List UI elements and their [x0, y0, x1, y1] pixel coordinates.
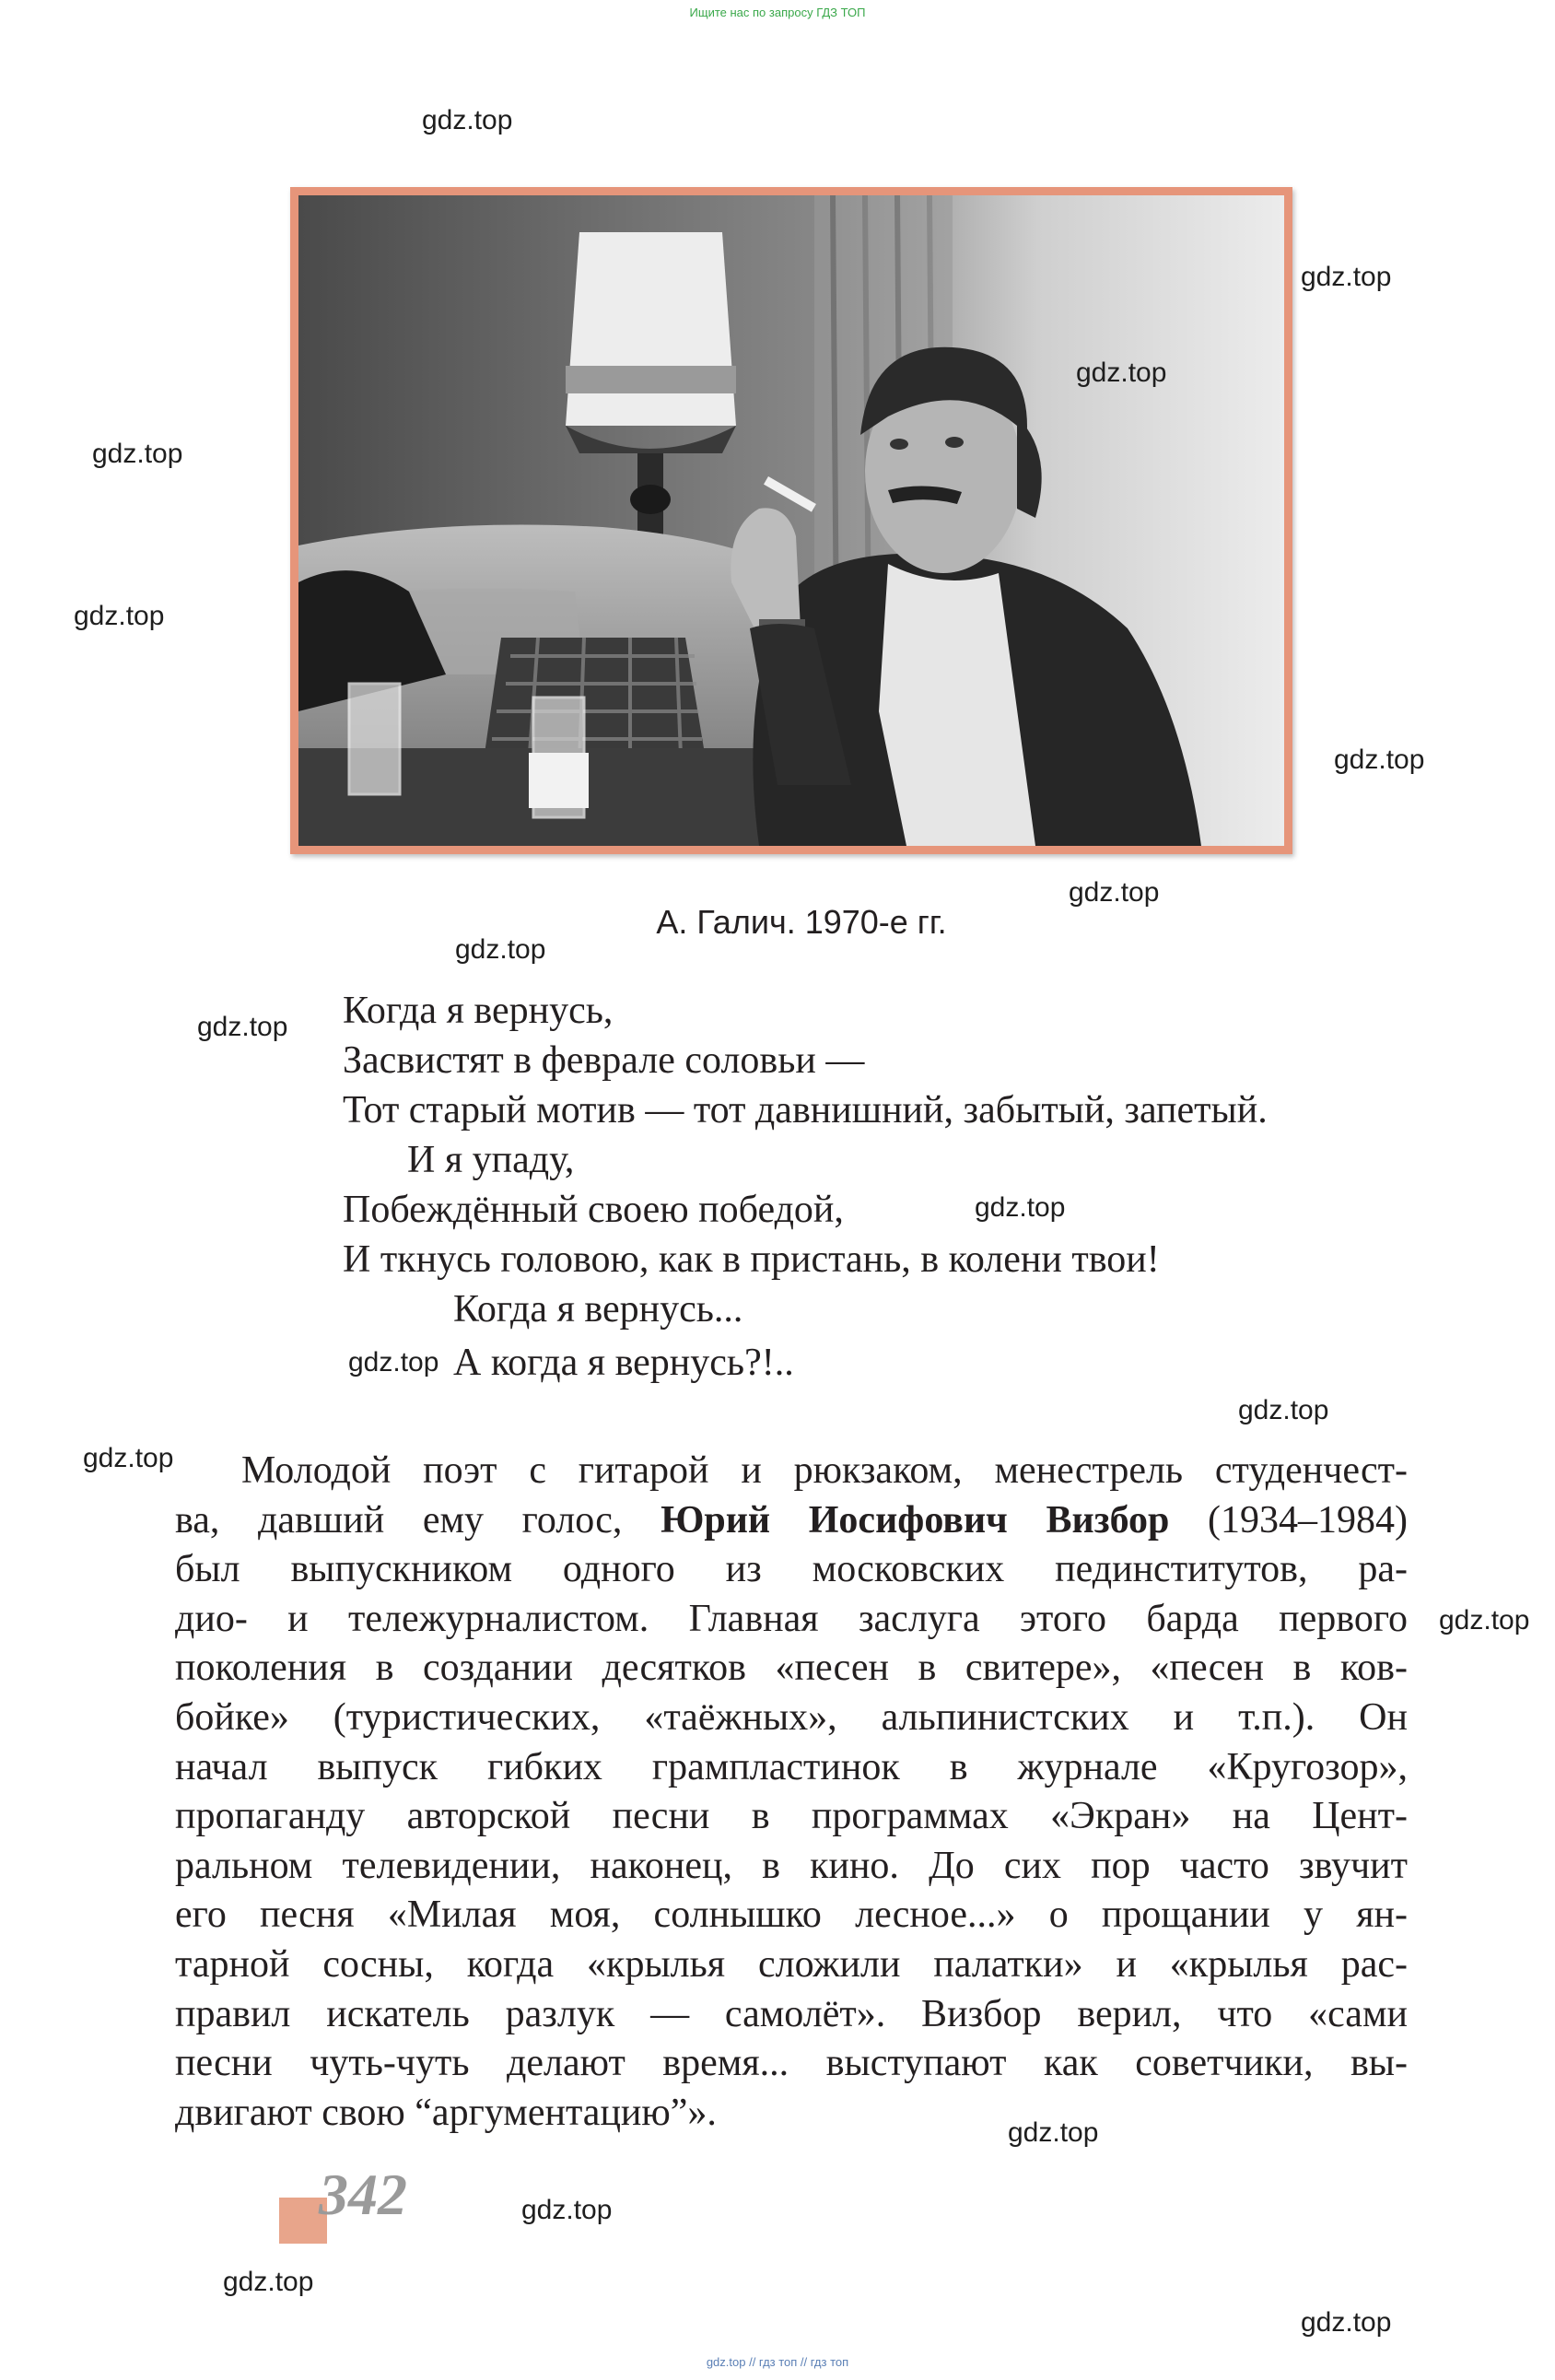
watermark: gdz.top	[1301, 2307, 1392, 2338]
poem-line: И ткнусь головою, как в пристань, в колени твои!	[343, 1238, 1160, 1281]
poem-line: Когда я вернусь...	[453, 1288, 743, 1331]
watermark: gdz.top	[1069, 877, 1160, 908]
watermark: gdz.top	[223, 2267, 314, 2297]
photo-caption: А. Галич. 1970-е гг.	[656, 903, 947, 941]
watermark: gdz.top	[1008, 2117, 1099, 2148]
paragraph-line: ральном телевидении, наконец, в кино. До сих пор часто звучит	[175, 1844, 1408, 1887]
watermark: gdz.top	[975, 1192, 1066, 1223]
bold-name: Юрий Иосифович Визбор	[661, 1498, 1170, 1542]
watermark: gdz.top	[1439, 1605, 1530, 1636]
watermark: gdz.top	[348, 1347, 439, 1378]
photo-galich	[298, 195, 1284, 846]
paragraph-text: ва, давший ему голос,	[175, 1498, 623, 1542]
paragraph-line: правил искатель разлук — самолёт». Визбор верил, что «сами	[175, 1992, 1408, 2035]
watermark: gdz.top	[1238, 1395, 1329, 1425]
paragraph-line: пропаганду авторской песни в программах «Экран» на Цент-	[175, 1795, 1408, 1838]
paragraph-line: его песня «Милая моя, солнышко лесное...» о прощании у ян-	[175, 1893, 1408, 1937]
footer-note: gdz.top // гдз топ // гдз топ	[706, 2355, 849, 2369]
watermark: gdz.top	[455, 934, 546, 965]
poem-line: И я упаду,	[407, 1139, 575, 1181]
paragraph-line: поколения в создании десятков «песен в свитере», «песен в ков-	[175, 1647, 1408, 1690]
poem-line: А когда я вернусь?!..	[453, 1342, 794, 1384]
paragraph-line: дио- и тележурналистом. Главная заслуга этого барда первого	[175, 1597, 1408, 1640]
poem-line: Тот старый мотив — тот давнишний, забытый, запетый.	[343, 1089, 1268, 1131]
paragraph-line	[175, 1496, 1408, 1546]
watermark: gdz.top	[74, 601, 165, 631]
watermark: gdz.top	[197, 1012, 288, 1042]
poem-line: Засвистят в феврале соловьи —	[343, 1039, 865, 1082]
paragraph-line: двигают свою “аргументацию”».	[175, 2091, 717, 2134]
watermark: gdz.top	[83, 1443, 174, 1473]
watermark: gdz.top	[422, 105, 513, 135]
paragraph-line: Молодой поэт с гитарой и рюкзаком, менестрель студенчест-	[241, 1449, 1408, 1492]
watermark: gdz.top	[1334, 744, 1425, 775]
watermark: gdz.top	[92, 439, 183, 469]
paragraph-line: тарной сосны, когда «крылья сложили палатки» и «крылья рас-	[175, 1942, 1408, 1986]
paragraph-line: начал выпуск гибких грампластинок в журнале «Кругозор»,	[175, 1745, 1408, 1788]
photo-illustration	[298, 195, 1284, 846]
paragraph-line: бойке» (туристических, «таёжных», альпинистских и т.п.). Он	[175, 1695, 1408, 1739]
paragraph-line: был выпускником одного из московских пединститутов, ра-	[175, 1548, 1408, 1591]
watermark: gdz.top	[1076, 358, 1167, 388]
dates: (1934–1984)	[1208, 1498, 1408, 1542]
paragraph-line: песни чуть-чуть делают время... выступают как советчики, вы-	[175, 2042, 1408, 2085]
page-number: 342	[319, 2162, 407, 2227]
poem-line: Когда я вернусь,	[343, 990, 614, 1032]
watermark: gdz.top	[521, 2195, 613, 2225]
poem-line: Побеждённый своею победой,	[343, 1189, 844, 1231]
poem	[343, 986, 1268, 1388]
watermark: gdz.top	[1301, 262, 1392, 292]
header-note: Ищите нас по запросу ГДЗ ТОП	[689, 6, 866, 19]
photo-frame	[290, 187, 1292, 854]
biography-paragraph	[175, 1447, 1408, 2138]
